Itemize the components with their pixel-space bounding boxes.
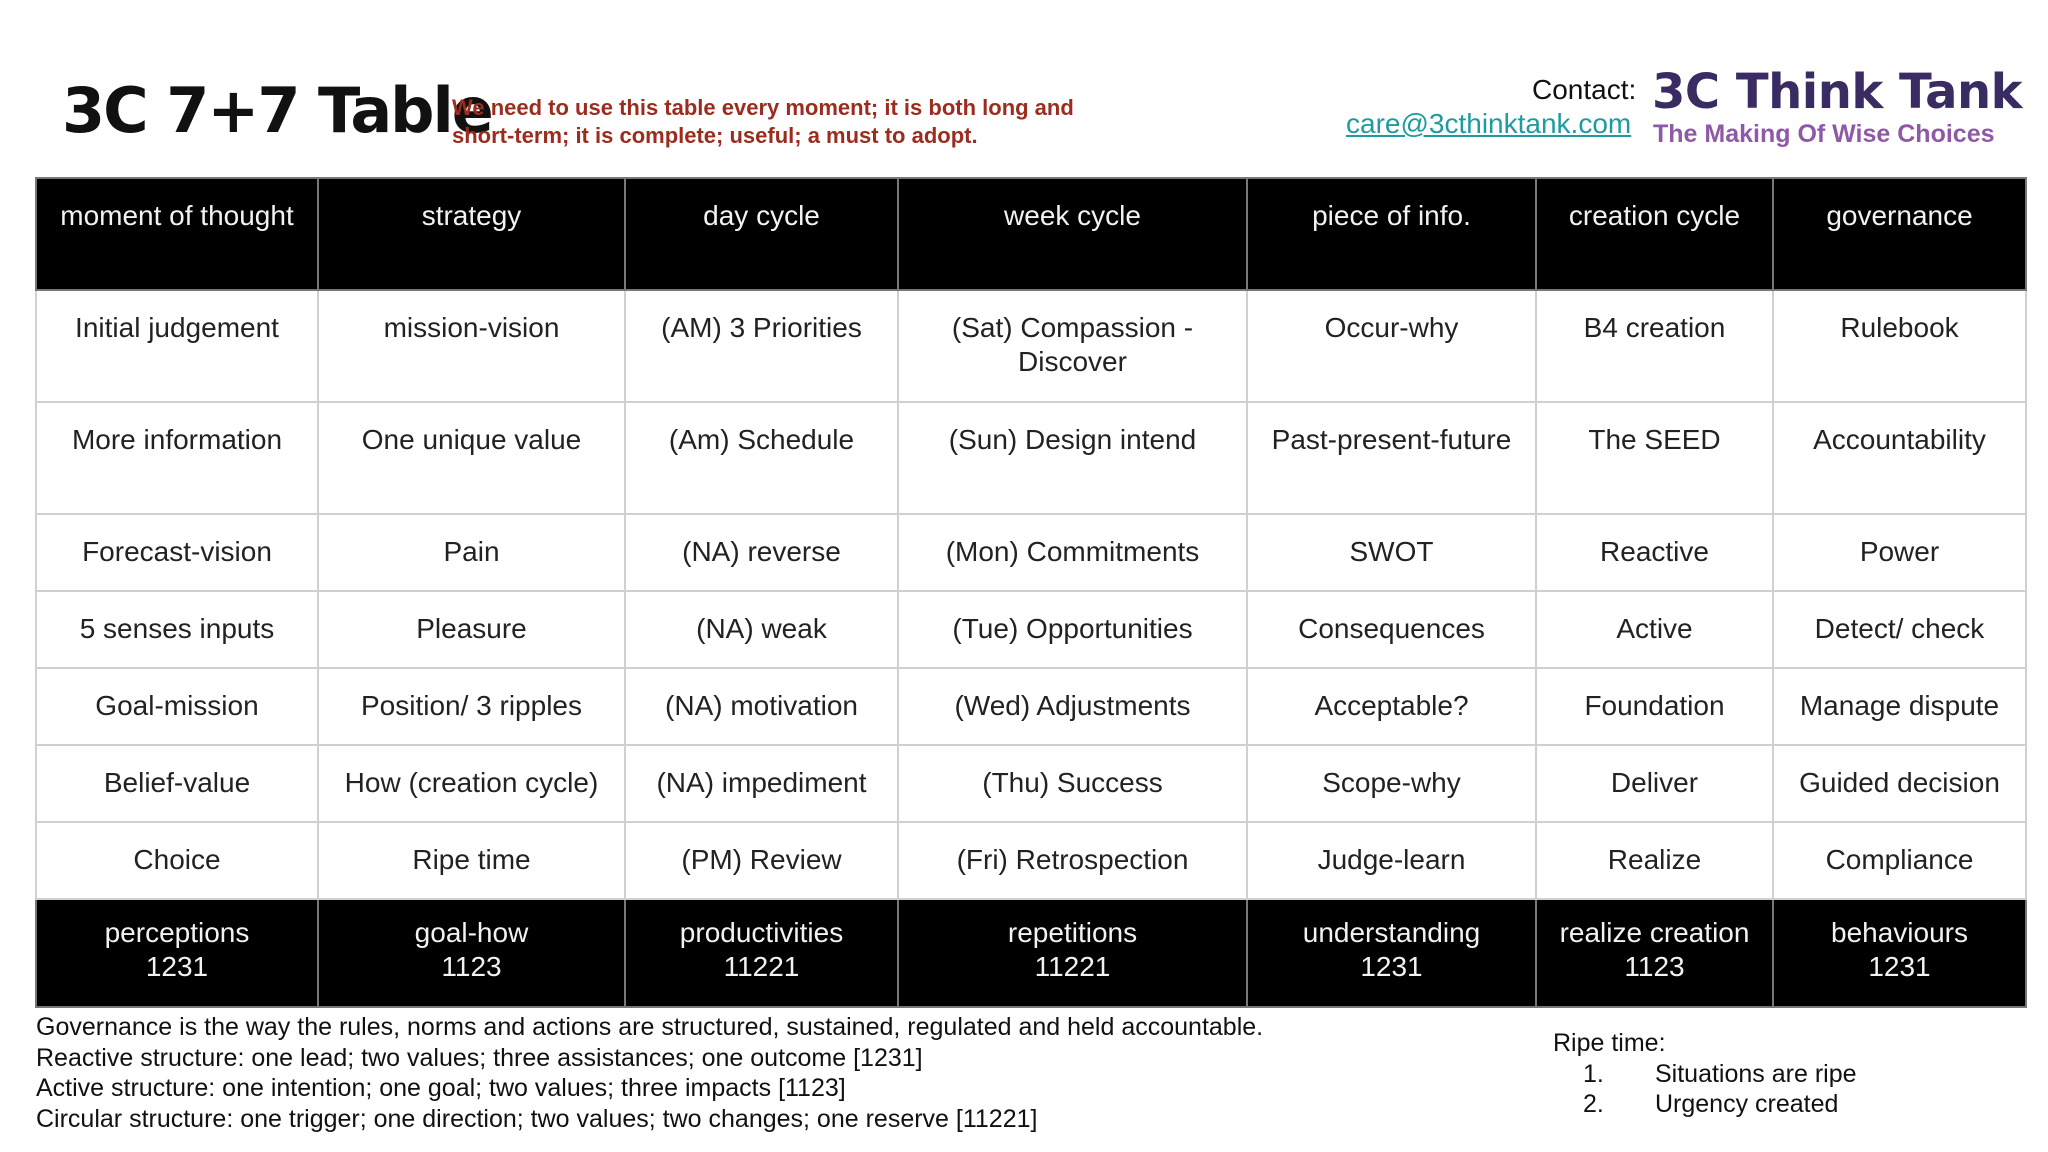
table-cell: (NA) motivation (625, 668, 898, 745)
column-header: creation cycle (1536, 178, 1773, 290)
column-header: week cycle (898, 178, 1247, 290)
contact-email-link[interactable]: care@3cthinktank.com (1346, 108, 1632, 139)
footer-code: 1231 (1868, 951, 1931, 982)
footer-label: repetitions (1007, 917, 1138, 948)
table-cell: (PM) Review (625, 822, 898, 899)
footer-cell (318, 899, 625, 1007)
table-cell: Compliance (1773, 822, 2026, 899)
footer-cell (898, 899, 1247, 1007)
footer-label: understanding (1302, 917, 1481, 948)
table-cell: (Am) Schedule (625, 402, 898, 514)
table-cell: Accountability (1773, 402, 2026, 514)
table-cell: Acceptable? (1247, 668, 1536, 745)
table-cell: Occur-why (1247, 290, 1536, 402)
table-cell: SWOT (1247, 514, 1536, 591)
table-cell: Rulebook (1773, 290, 2026, 402)
table-cell: (Sun) Design intend (898, 402, 1247, 514)
note-line: Active structure: one intention; one goal; two values; three impacts [1123] (36, 1074, 846, 1102)
table-row (36, 514, 2026, 591)
note-line: Circular structure: one trigger; one direction; two values; two changes; one reserve [11221] (36, 1104, 1038, 1133)
footer-row (36, 899, 2026, 1007)
table-cell: (NA) impediment (625, 745, 898, 822)
column-header: day cycle (625, 178, 898, 290)
column-header: governance (1773, 178, 2026, 290)
page-title: 3C 7+7 Table (62, 74, 492, 147)
header-row (36, 178, 2026, 290)
column-header: strategy (318, 178, 625, 290)
table-cell: Ripe time (318, 822, 625, 899)
footer-cell (625, 899, 898, 1007)
table-cell: Manage dispute (1773, 668, 2026, 745)
seven-plus-seven-table (35, 177, 2027, 1008)
table-cell: Scope-why (1247, 745, 1536, 822)
table-row (36, 591, 2026, 668)
table-cell: Reactive (1536, 514, 1773, 591)
note-line: Reactive structure: one lead; two values; three assistances; one outcome [1231] (36, 1043, 923, 1072)
table-cell: (Fri) Retrospection (898, 822, 1247, 899)
table-cell: mission-vision (318, 290, 625, 402)
footer-cell (1247, 899, 1536, 1007)
table-cell: The SEED (1536, 402, 1773, 514)
table-row (36, 402, 2026, 514)
table-cell: Choice (36, 822, 318, 899)
table-row (36, 822, 2026, 899)
table-cell: Past-present-future (1247, 402, 1536, 514)
footer-code: 11221 (723, 951, 800, 982)
footer-label: goal-how (414, 917, 529, 948)
table-cell: One unique value (318, 402, 625, 514)
table-cell: How (creation cycle) (318, 745, 625, 822)
table-row (36, 668, 2026, 745)
table-cell: Forecast-vision (36, 514, 318, 591)
column-header: piece of info. (1247, 178, 1536, 290)
notes (36, 1012, 1436, 1134)
table-row (36, 290, 2026, 402)
table-cell: Pain (318, 514, 625, 591)
table-cell: (Mon) Commitments (898, 514, 1247, 591)
table-cell: Guided decision (1773, 745, 2026, 822)
table-cell: Realize (1536, 822, 1773, 899)
table-cell: (NA) weak (625, 591, 898, 668)
contact-label: Contact: (1532, 74, 1637, 105)
brand-name: 3C Think Tank (1652, 64, 2023, 120)
footer-code: 1231 (1360, 951, 1423, 982)
table-cell: (Tue) Opportunities (898, 591, 1247, 668)
brand-tagline: The Making Of Wise Choices (1653, 120, 1995, 148)
footer-code: 1231 (145, 951, 209, 982)
table-cell: Detect/ check (1773, 591, 2026, 668)
table-cell: Foundation (1536, 668, 1773, 745)
table-cell: (Wed) Adjustments (898, 668, 1247, 745)
table-cell: Deliver (1536, 745, 1773, 822)
table-cell: 5 senses inputs (36, 591, 318, 668)
table-cell: Goal-mission (36, 668, 318, 745)
tagline: We need to use this table every moment; it is both long and short-term; it is complete; useful; a must to adopt. (452, 95, 1074, 148)
list-item (1553, 1089, 2013, 1120)
footer-code: 1123 (1624, 951, 1685, 982)
ripe-time-list (1553, 1028, 2013, 1120)
table-cell: B4 creation (1536, 290, 1773, 402)
list-text: Urgency created (1655, 1090, 1839, 1118)
table-cell: Active (1536, 591, 1773, 668)
list-number: 2. (1583, 1090, 1604, 1118)
table-cell: Initial judgement (36, 290, 318, 402)
ripe-time-title: Ripe time: (1553, 1029, 1666, 1057)
table-row (36, 745, 2026, 822)
table-cell: Judge-learn (1247, 822, 1536, 899)
footer-label: realize creation (1559, 917, 1750, 948)
table-cell: (NA) reverse (625, 514, 898, 591)
footer-code: 11221 (1034, 951, 1111, 982)
footer-code: 1123 (441, 951, 502, 982)
footer-label: perceptions (104, 917, 250, 948)
note-line: Governance is the way the rules, norms and actions are structured, sustained, regulated and held accountable. (36, 1013, 1264, 1041)
list-item (1553, 1059, 2013, 1090)
table-cell: Pleasure (318, 591, 625, 668)
table-cell: Belief-value (36, 745, 318, 822)
footer-cell (36, 899, 318, 1007)
footer-label: behaviours (1831, 917, 1968, 948)
footer-cell (1773, 899, 2026, 1007)
table-cell: (AM) 3 Priorities (625, 290, 898, 402)
list-number: 1. (1583, 1059, 1604, 1088)
footer-cell (1536, 899, 1773, 1007)
table-cell: (Sat) Compassion - Discover (898, 290, 1247, 402)
list-text: Situations are ripe (1655, 1059, 1857, 1088)
table-cell: Position/ 3 ripples (318, 668, 625, 745)
table-cell: (Thu) Success (898, 745, 1247, 822)
table-cell: Power (1773, 514, 2026, 591)
footer-label: productivities (679, 917, 844, 948)
table-cell: Consequences (1247, 591, 1536, 668)
table-cell: More information (36, 402, 318, 514)
column-header: moment of thought (36, 178, 318, 290)
